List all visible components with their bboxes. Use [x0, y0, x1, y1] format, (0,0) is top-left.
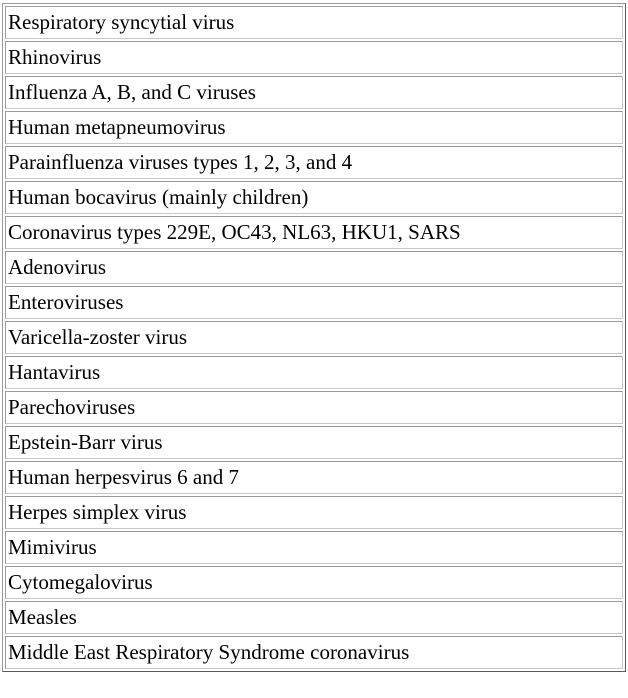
table-cell: Human bocavirus (mainly children)	[5, 181, 623, 214]
table-row	[5, 181, 623, 214]
table-cell: Parainfluenza viruses types 1, 2, 3, and 4	[5, 146, 623, 179]
table-cell: Herpes simplex virus	[5, 496, 623, 529]
table-row	[5, 146, 623, 179]
table-cell: Cytomegalovirus	[5, 566, 623, 599]
table-row	[5, 531, 623, 564]
table-row	[5, 41, 623, 74]
table-row	[5, 496, 623, 529]
table-row	[5, 6, 623, 39]
table-cell: Epstein-Barr virus	[5, 426, 623, 459]
table-row	[5, 356, 623, 389]
table-row	[5, 111, 623, 144]
table-cell: Mimivirus	[5, 531, 623, 564]
table-row	[5, 461, 623, 494]
table-row	[5, 251, 623, 284]
table-row	[5, 636, 623, 669]
table-cell: Enteroviruses	[5, 286, 623, 319]
virus-table	[2, 3, 626, 672]
table-cell: Coronavirus types 229E, OC43, NL63, HKU1, SARS	[5, 216, 623, 249]
table-cell: Middle East Respiratory Syndrome coronavirus	[5, 636, 623, 669]
table-row	[5, 426, 623, 459]
table-cell: Adenovirus	[5, 251, 623, 284]
table-row	[5, 216, 623, 249]
table-cell: Parechoviruses	[5, 391, 623, 424]
table-cell: Rhinovirus	[5, 41, 623, 74]
table-cell: Hantavirus	[5, 356, 623, 389]
virus-table-body	[5, 6, 623, 669]
table-cell: Human herpesvirus 6 and 7	[5, 461, 623, 494]
table-cell: Varicella-zoster virus	[5, 321, 623, 354]
table-row	[5, 566, 623, 599]
table-cell: Human metapneumovirus	[5, 111, 623, 144]
table-row	[5, 286, 623, 319]
table-cell: Measles	[5, 601, 623, 634]
table-row	[5, 601, 623, 634]
table-cell: Respiratory syncytial virus	[5, 6, 623, 39]
table-row	[5, 321, 623, 354]
table-row	[5, 76, 623, 109]
table-row	[5, 391, 623, 424]
table-cell: Influenza A, B, and C viruses	[5, 76, 623, 109]
